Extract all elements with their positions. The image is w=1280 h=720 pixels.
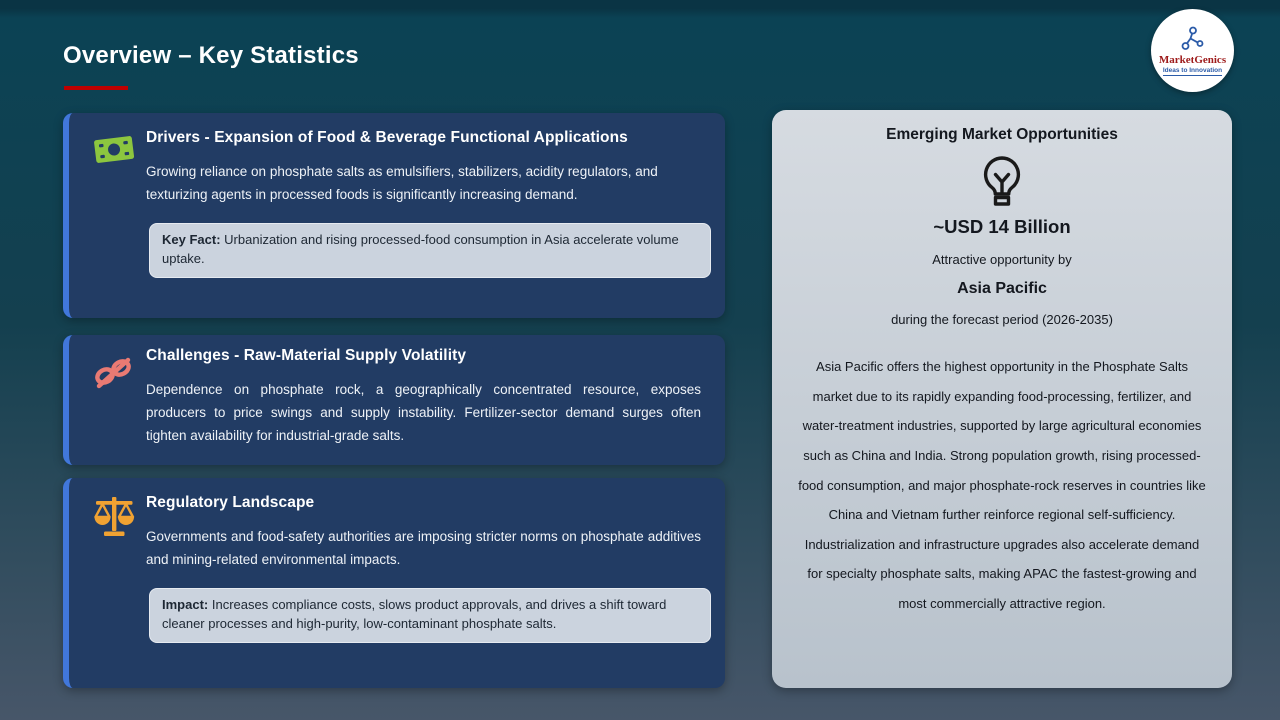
opportunity-region: Asia Pacific <box>957 280 1047 297</box>
opportunity-description: Asia Pacific offers the highest opportunity in the Phosphate Salts market due to its rapidly expanding food-processing, fertilizer, and water-treatment industries, supported by large agricultural economies such as China and India. Strong population growth, rising processed-food consumption, and major phosphate-rock reserves in countries like China and Vietnam further reinforce regional self-sufficiency. Industrialization and infrastructure upgrades also accelerate demand for specialty phosphate salts, making APAC the fastest-growing and most commercially attractive region. <box>798 359 1206 611</box>
card-challenges <box>63 335 725 465</box>
logo-tagline: Ideas to Innovation <box>1162 66 1223 74</box>
card-title: Challenges - Raw-Material Supply Volatility <box>146 347 467 364</box>
opportunity-panel <box>772 110 1232 688</box>
opportunity-value: ~USD 14 Billion <box>933 216 1071 237</box>
callout-label: Impact: <box>162 597 209 613</box>
key-fact-box <box>149 223 711 278</box>
money-icon <box>91 129 137 171</box>
card-body: Growing reliance on phosphate salts as emulsifiers, stabilizers, acidity regulators, and texturizing agents in processed foods is significantly increasing demand. <box>146 164 658 203</box>
molecule-icon <box>1178 26 1208 52</box>
page-title: Overview – Key Statistics <box>63 42 359 69</box>
forecast-period: during the forecast period (2026-2035) <box>891 312 1113 327</box>
broken-link-icon <box>91 349 137 395</box>
card-body: Governments and food-safety authorities are imposing stricter norms on phosphate additives and mining-related environmental impacts. <box>146 529 701 568</box>
lightbulb-icon <box>978 154 1026 212</box>
callout-text: Urbanization and rising processed-food consumption in Asia accelerate volume uptake. <box>162 232 679 267</box>
card-title: Regulatory Landscape <box>146 494 315 511</box>
callout-label: Key Fact: <box>162 232 221 248</box>
opportunity-subtitle: Attractive opportunity by <box>932 252 1072 267</box>
scales-icon <box>91 494 137 540</box>
impact-box <box>149 588 711 643</box>
panel-title: Emerging Market Opportunities <box>886 126 1118 143</box>
card-regulatory <box>63 478 725 688</box>
callout-text: Increases compliance costs, slows product approvals, and drives a shift toward cleaner processes and high-purity, low-contaminant phosphate salts. <box>162 597 667 632</box>
card-title: Drivers - Expansion of Food & Beverage Functional Applications <box>146 129 628 146</box>
card-drivers <box>63 113 725 318</box>
title-underline <box>64 86 128 90</box>
marketgenics-logo <box>1151 9 1234 92</box>
logo-name: MarketGenics <box>1158 53 1227 66</box>
card-body: Dependence on phosphate rock, a geographically concentrated resource, exposes producers to price swings and supply instability. Fertilizer-sector demand surges often tighten availability for industrial-grade salts. <box>146 382 701 444</box>
